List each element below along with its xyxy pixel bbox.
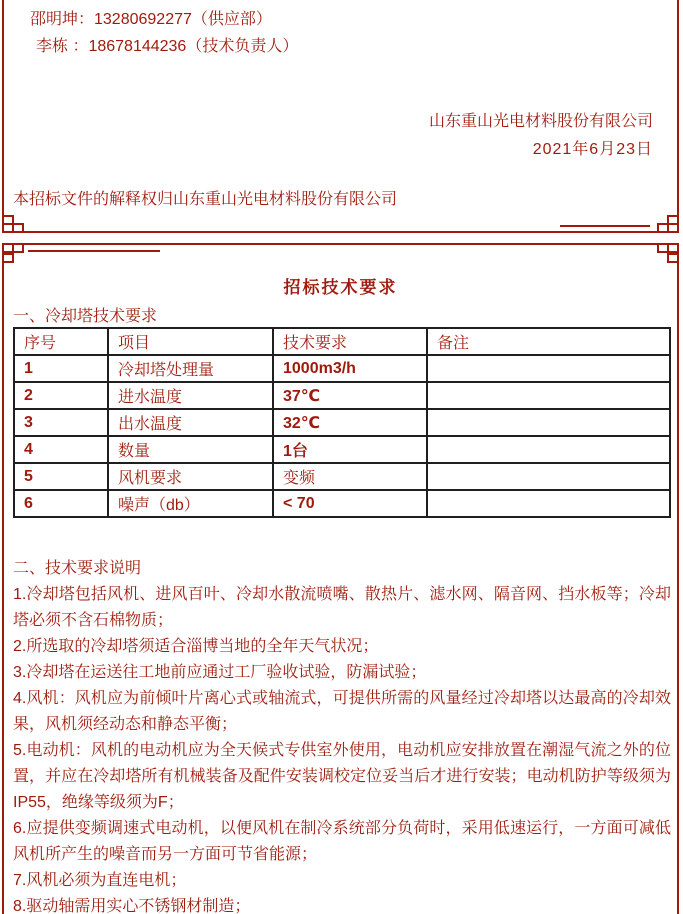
contact-line-supply: 邵明坤：13280692277（供应部） xyxy=(30,11,272,28)
col-header-remark: 备注 xyxy=(427,328,670,355)
requirement-item: 5.电动机：风机的电动机应为全天候式专供室外使用，电动机应安排放置在潮湿气流之外的位置，并应在冷却塔所有机械装备及配件安装调校定位妥当后才进行安装；电动机防护等级须为IP55，绝缘等级须为F； xyxy=(13,742,671,811)
cell-item: 冷却塔处理量 xyxy=(108,355,273,382)
requirement-item: 3.冷却塔在运送往工地前应通过工厂验收试验，防漏试验； xyxy=(13,664,427,681)
document-date: 2021年6月23日 xyxy=(532,141,653,158)
table-row xyxy=(14,490,670,517)
border-art-line xyxy=(560,225,650,227)
cell-seq: 5 xyxy=(14,463,108,490)
page-corner-ornament xyxy=(12,223,24,233)
requirement-item: 2.所选取的冷却塔须适合淄博当地的全年天气状况； xyxy=(13,638,379,655)
cell-remark xyxy=(427,436,670,463)
cell-seq: 4 xyxy=(14,436,108,463)
cell-seq: 1 xyxy=(14,355,108,382)
page-corner-ornament xyxy=(657,223,669,233)
interpretation-note: 本招标文件的解释权归山东重山光电材料股份有限公司 xyxy=(13,191,398,208)
section-2 xyxy=(13,556,671,914)
cell-requirement: 32℃ xyxy=(273,409,427,436)
cell-requirement: < 70 xyxy=(273,490,427,517)
cell-requirement: 1台 xyxy=(273,436,427,463)
page-corner-ornament xyxy=(2,253,14,263)
cell-remark xyxy=(427,409,670,436)
section-1-heading: 一、冷却塔技术要求 xyxy=(13,308,158,325)
cooling-tower-spec-table xyxy=(13,327,671,518)
page-2-sheet xyxy=(2,243,679,914)
cell-seq: 6 xyxy=(14,490,108,517)
col-header-seq: 序号 xyxy=(14,328,108,355)
table-row xyxy=(14,382,670,409)
requirement-item: 1.冷却塔包括风机、进风百叶、冷却水散流喷嘴、散热片、滤水网、隔音网、挡水板等；冷却塔必须不含石棉物质； xyxy=(13,586,671,629)
cell-seq: 3 xyxy=(14,409,108,436)
cell-remark xyxy=(427,355,670,382)
table-row xyxy=(14,463,670,490)
cell-requirement: 1000m3/h xyxy=(273,355,427,382)
page-corner-ornament xyxy=(12,243,24,253)
page-1-sheet xyxy=(2,0,679,233)
cell-item: 进水温度 xyxy=(108,382,273,409)
table-row xyxy=(14,436,670,463)
cell-requirement: 变频 xyxy=(273,463,427,490)
cell-item: 数量 xyxy=(108,436,273,463)
cell-item: 噪声（db） xyxy=(108,490,273,517)
table-row xyxy=(14,409,670,436)
company-name: 山东重山光电材料股份有限公司 xyxy=(428,113,653,130)
page-corner-ornament xyxy=(657,243,669,253)
cell-item: 风机要求 xyxy=(108,463,273,490)
table-header-row xyxy=(14,328,670,355)
requirement-item: 4.风机：风机应为前倾叶片离心式或轴流式，可提供所需的风量经过冷却塔以达最高的冷却效果，风机须经动态和静态平衡； xyxy=(13,690,671,733)
requirement-item: 6.应提供变频调速式电动机，以便风机在制冷系统部分负荷时，采用低速运行，一方面可减低风机所产生的噪音而另一方面可节省能源； xyxy=(13,820,671,863)
col-header-requirement: 技术要求 xyxy=(273,328,427,355)
document-title: 招标技术要求 xyxy=(283,278,398,297)
cell-requirement: 37℃ xyxy=(273,382,427,409)
border-art-line xyxy=(28,250,160,252)
cell-remark xyxy=(427,382,670,409)
contact-line-technical: 李栋 ：18678144236（技术负责人） xyxy=(36,38,299,55)
requirement-item: 8.驱动轴需用实心不锈钢材制造； xyxy=(13,898,251,914)
requirement-item: 7.风机必须为直连电机； xyxy=(13,872,187,889)
section-2-heading: 二、技术要求说明 xyxy=(13,560,142,577)
cell-item: 出水温度 xyxy=(108,409,273,436)
cell-remark xyxy=(427,463,670,490)
col-header-item: 项目 xyxy=(108,328,273,355)
page-corner-ornament xyxy=(667,253,679,263)
cell-remark xyxy=(427,490,670,517)
cell-seq: 2 xyxy=(14,382,108,409)
table-row xyxy=(14,355,670,382)
